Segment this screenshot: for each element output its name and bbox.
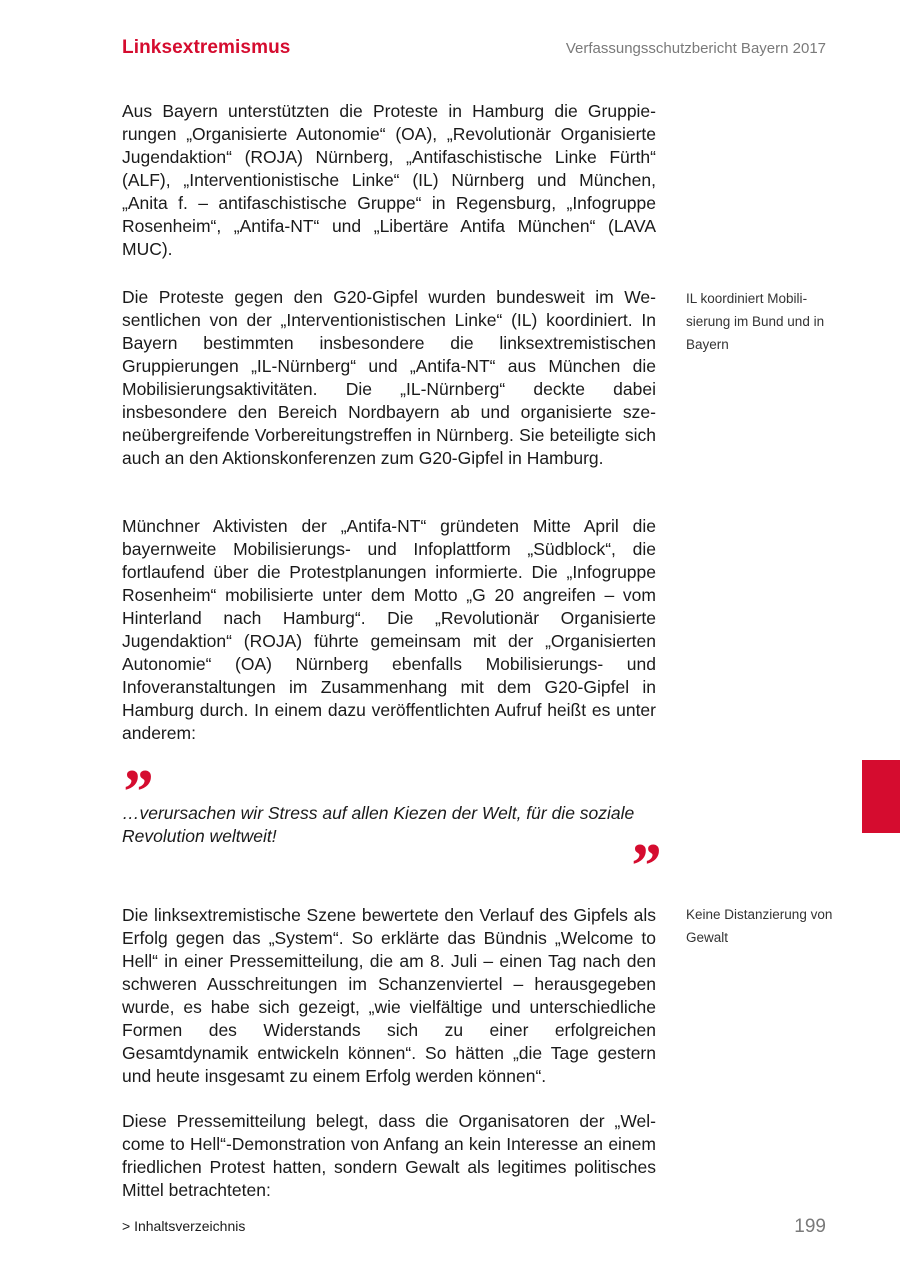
publication-title: Verfassungsschutzbericht Bayern 2017 [565,40,826,57]
paragraph: Die linksextremistische Szene bewertete den Verlauf des Gipfels als Erfolg gegen das „System“. So erklärte das Bündnis „Welcome to Hell“ in einer Pressemitteilung, die am 8. Juli – einen Tag nach den schweren Ausschreitungen im Schanzenviertel – herausgegeben wurde, es habe sich gezeigt, „wie vielfältige und unterschiedliche Formen des Widerstands sich zu einer erfolgreichen Gesamtdynamik entwickeln können“. So hätten „die Tage gestern und heute insgesamt zu einem Erfolg werden können“. [122,905,656,1086]
margin-note: Keine Distanzierung von Gewalt [686,907,833,945]
paragraph: Die Proteste gegen den G20-Gipfel wurden bundesweit im Wesentlichen von der „Interventionistischen Linke“ (IL) koordiniert. In Bayern bestimmten insbesondere die linksextremistischen Gruppierungen „IL-Nürnberg“ und „Antifa-NT“ aus München die Mobilisierungsaktivitäten. Die „IL-Nürnberg“ deckte dabei insbesondere den Bereich Nordbayern ab und organisierte szeneübergreifende Vorbereitungstreffen in Nürnberg. Sie beteiligte sich auch an den Aktionskonferenzen zum G20-Gipfel in Hamburg. [122,287,656,468]
quote-text: …verursachen wir Stress auf allen Kiezen der Welt, für die soziale Revolution weltweit! [122,803,635,846]
paragraph: Münchner Aktivisten der „Antifa-NT“ gründeten Mitte April die bayernweite Mobilisierungs- und Infoplattform „Südblock“, die fortlaufend über die Protestplanungen informierte. Die „Infogruppe Rosenheim“ mobilisierte unter dem Motto „G 20 angreifen – vom Hinterland nach Hamburg“. Die „Revolutionär Organisierte Jugendaktion“ (ROJA) führte gemeinsam mit der „Organisierten Autonomie“ (OA) Nürnberg ebenfalls Mobilisierungs- und Infoveranstaltungen im Zusammenhang mit dem G20-Gipfel in Hamburg durch. In einem dazu veröffentlichten Aufruf heißt es unter anderem: [122,516,656,743]
margin-note: IL koordiniert Mobilisierung im Bund und in Bayern [686,291,825,352]
paragraph: Aus Bayern unterstützten die Proteste in Hamburg die Gruppierungen „Organisierte Autonomie“ (OA), „Revolutionär Organisierte Jugendaktion“ (ROJA) Nürnberg, „Antifaschistische Linke Fürth“ (ALF), „Interventionistische Linke“ (IL) Nürnberg und München, „Anita f. – antifaschistische Gruppe“ in Regensburg, „Infogruppe Rosenheim“, „Antifa-NT“ und „Libertäre Antifa München“ (LAVA MUC). [122,101,656,259]
paragraph: Diese Pressemitteilung belegt, dass die Organisatoren der „Welcome to Hell“-Demonstration von Anfang an kein Interesse an einem friedlichen Protest hatten, sondern Gewalt als legitimes politisches Mittel betrachteten: [122,1111,656,1200]
chapter-tab-marker [862,760,900,833]
section-title: Linksextremismus [122,37,291,58]
quote-close-icon: ” [628,830,660,901]
page-number: 199 [794,1216,826,1237]
quote-open-icon: ” [120,756,152,827]
table-of-contents-link[interactable]: > Inhaltsverzeichnis [122,1218,246,1234]
